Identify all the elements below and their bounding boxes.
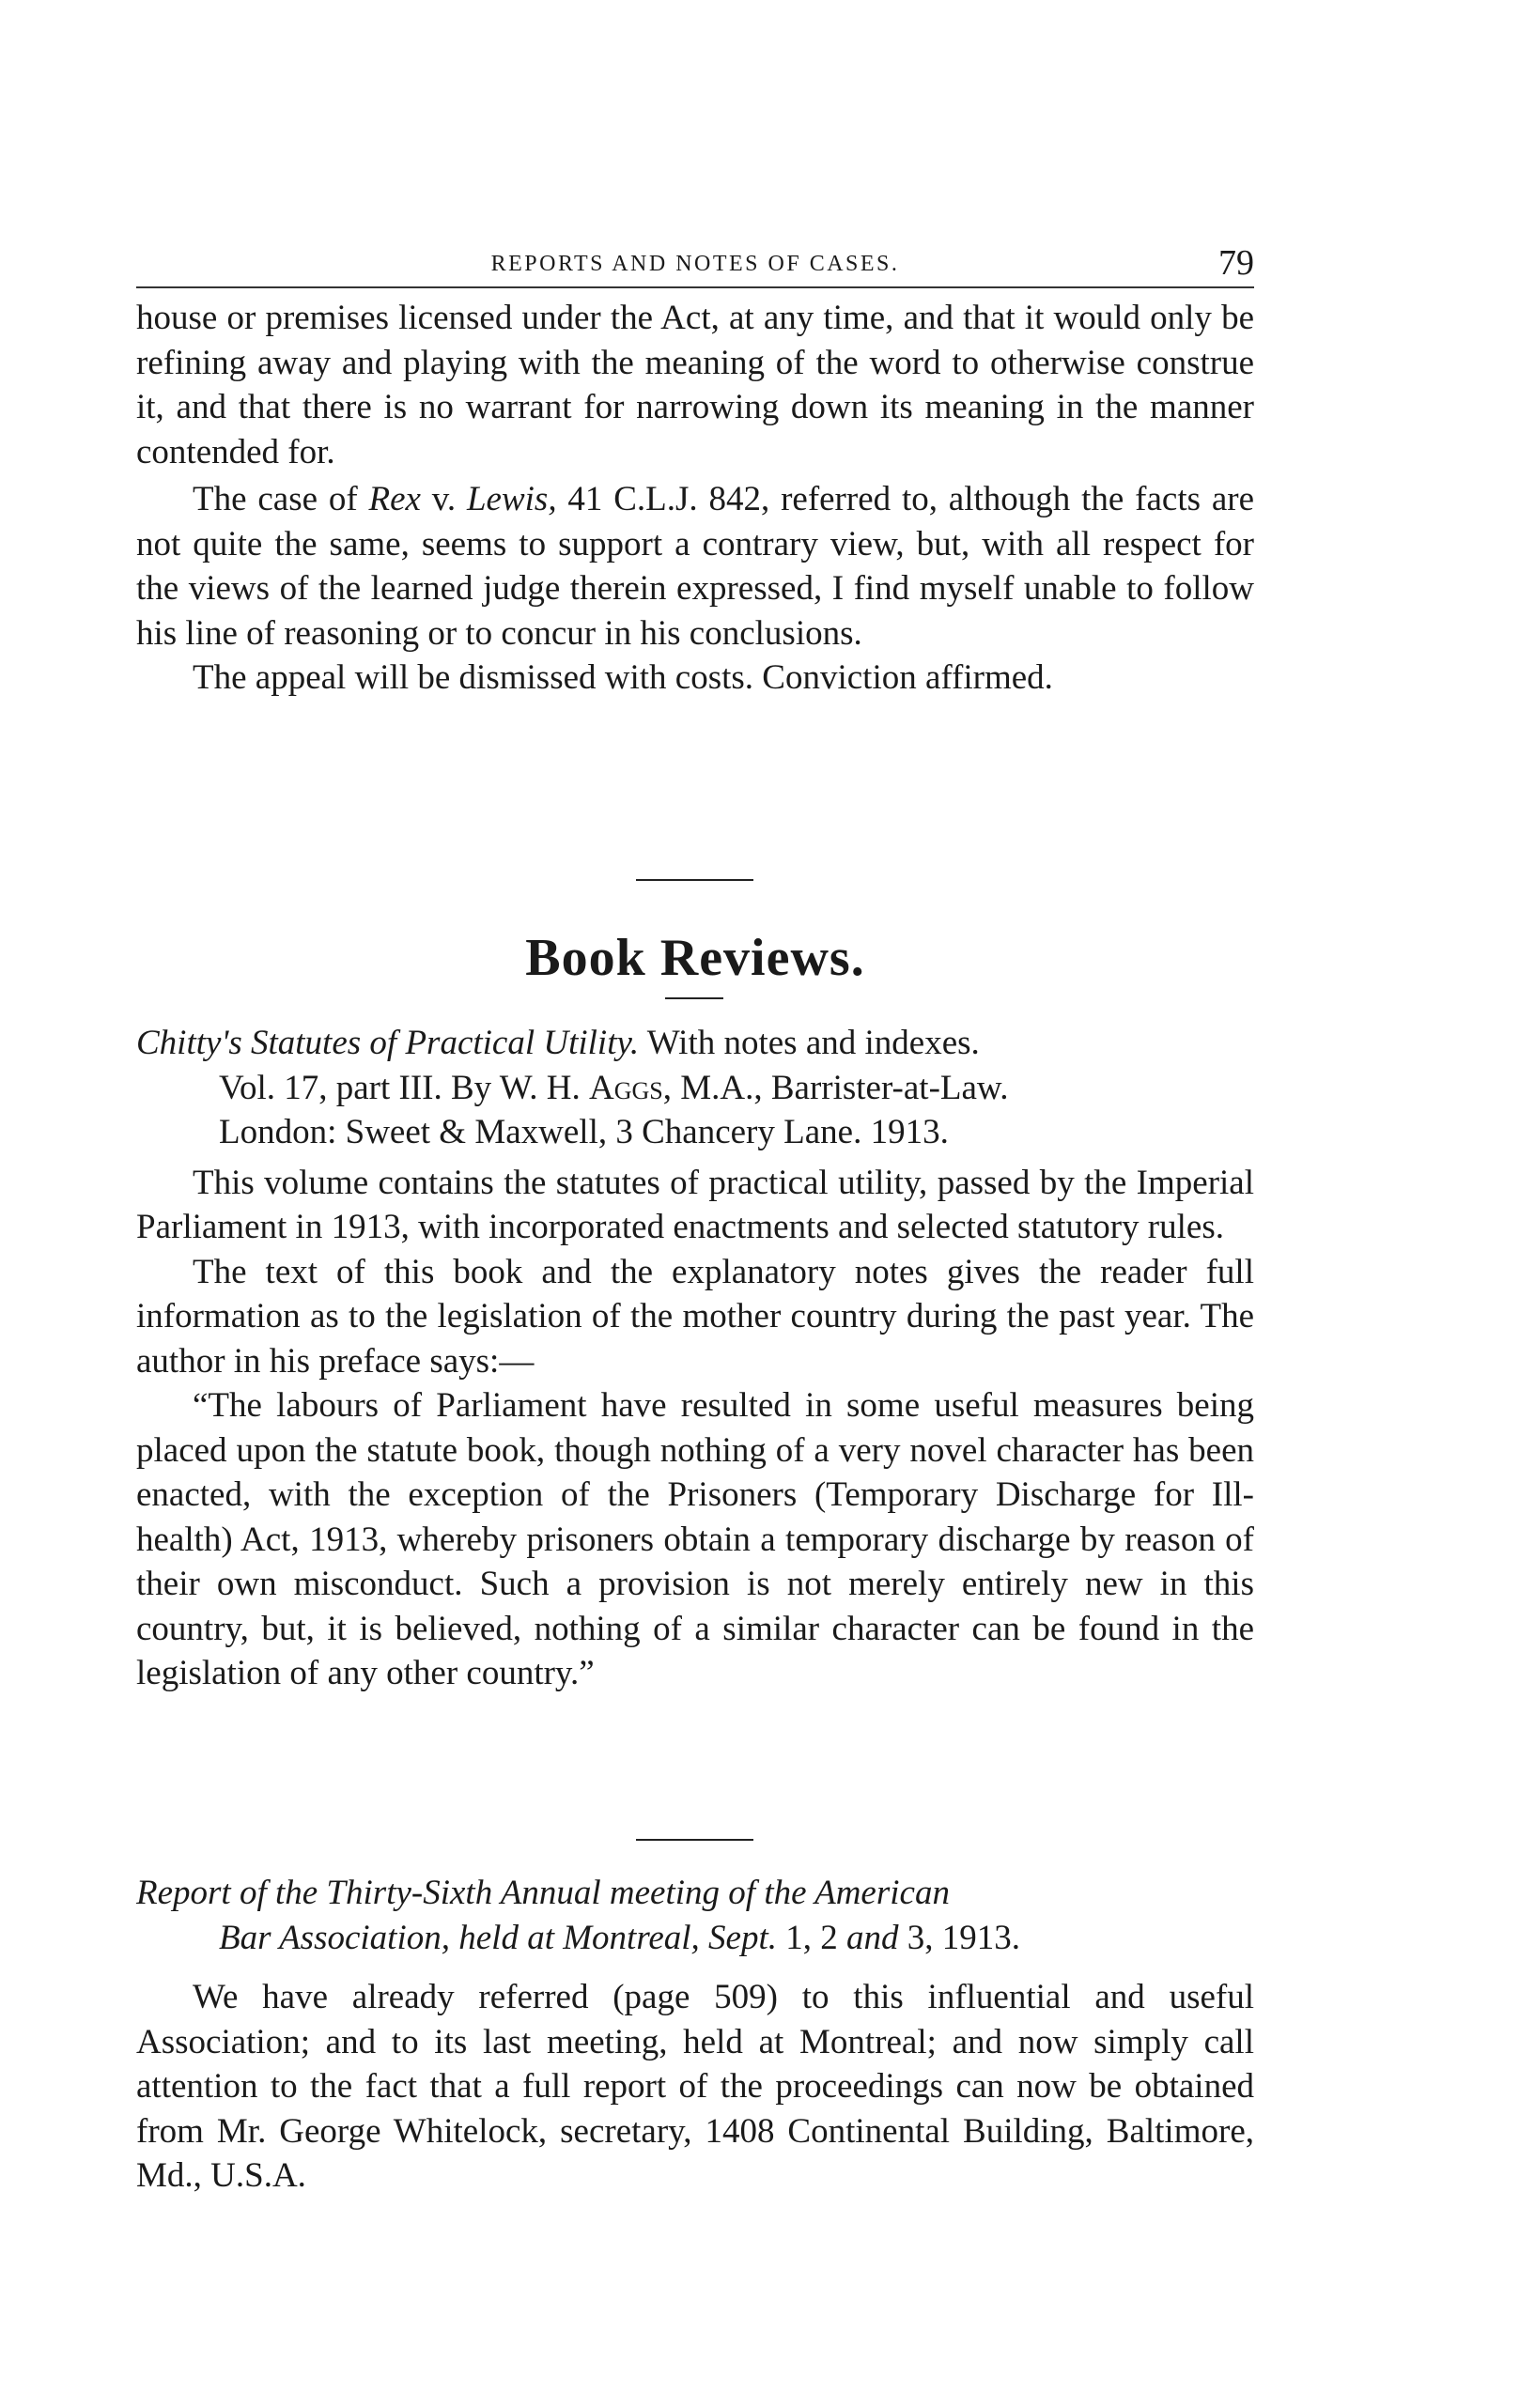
review-2-title-part-d: 3, 1913. (898, 1918, 1021, 1957)
review-divider (636, 1839, 753, 1841)
section-heading: Book Reviews. (525, 929, 865, 987)
running-title: REPORTS AND NOTES OF CASES. (490, 252, 900, 276)
review-1-volume: Vol. 17, part III. By W. H. (219, 1068, 589, 1107)
case-paragraph-3: The appeal will be dismissed with costs. Conviction affirmed. (193, 658, 1053, 697)
review-2-paragraph-1: We have already referred (page 509) to this influential and useful Association; and to its last meeting, held at Montreal; and now simply call attention to the fact that a full report of the proceedings can now be obtained from Mr. George Whitelock, secretary, 1408 Continental Building, Baltimore, Md., U.S.A. (136, 1978, 1254, 2195)
case-continuation (136, 296, 1254, 701)
review-2-title-line-1: Report of the Thirty-Sixth Annual meeting of the American (136, 1874, 950, 1912)
header-rule (136, 286, 1254, 288)
review-1-author: Aggs (588, 1068, 663, 1107)
review-1-citation-line-2 (136, 1066, 1254, 1111)
review-2 (136, 1871, 1254, 2199)
review-2-title-part-c: and (846, 1918, 899, 1957)
review-1-paragraph-2: The text of this book and the explanatory notes gives the reader full information as to the legislation of the mother country during the past year. The author in his preface says:— (136, 1252, 1254, 1381)
review-1-author-credentials: , M.A., Barrister-at-Law. (662, 1068, 1009, 1107)
review-1-citation-line-1 (136, 1021, 1254, 1066)
running-head (136, 243, 1254, 284)
case-name-v: v. (420, 480, 467, 518)
review-2-title-part-b: 1, 2 (777, 1918, 847, 1957)
section-divider (636, 879, 753, 881)
case-name-lewis: Lewis, (466, 480, 557, 518)
review-1-paragraph-1: This volume contains the statutes of practical utility, passed by the Imperial Parliament in 1913, with incorporated enactments and selected statutory rules. (136, 1163, 1254, 1246)
review-1-citation-line-3: London: Sweet & Maxwell, 3 Chancery Lane. 1913. (219, 1113, 949, 1151)
review-2-citation (136, 1871, 1254, 1960)
page-number: 79 (1218, 243, 1254, 283)
case-paragraph-2 (136, 477, 1254, 656)
review-2-title-part-a: Bar Association, held at Montreal, Sept. (219, 1918, 778, 1957)
review-1 (136, 1021, 1254, 1696)
heading-underline (665, 997, 723, 999)
case-paragraph-2-rest: 41 C.L.J. 842, referred to, although the facts are not quite the same, seems to support a contrary view, but, with all respect for the views of the learned judge therein expressed, I find myself unable to follow his line of reasoning or to concur in his conclusions. (136, 480, 1254, 653)
case-name-rex: Rex (368, 480, 421, 518)
review-1-title-rest: With notes and indexes. (639, 1024, 980, 1062)
review-1-citation (136, 1021, 1254, 1155)
review-1-title: Chitty's Statutes of Practical Utility. (136, 1024, 640, 1062)
review-2-title-line-2 (136, 1916, 1254, 1961)
case-paragraph-2-lead: The case of (193, 480, 369, 518)
review-1-quote: “The labours of Parliament have resulted in some useful measures being placed upon the statute book, though nothing of a very novel character has been enacted, with the exception of the Prisoners (Temporary Discharge for Ill-health) Act, 1913, whereby prisoners obtain a temporary discharge by reason of their own misconduct. Such a provision is not merely entirely new in this country, but, it is believed, nothing of a similar character can be found in the legislation of any other country.” (136, 1386, 1254, 1692)
case-paragraph-1: house or premises licensed under the Act, at any time, and that it would only be refining away and playing with the meaning of the word to otherwise construe it, and that there is no warrant for narrowing down its meaning in the manner contended for. (136, 299, 1254, 471)
